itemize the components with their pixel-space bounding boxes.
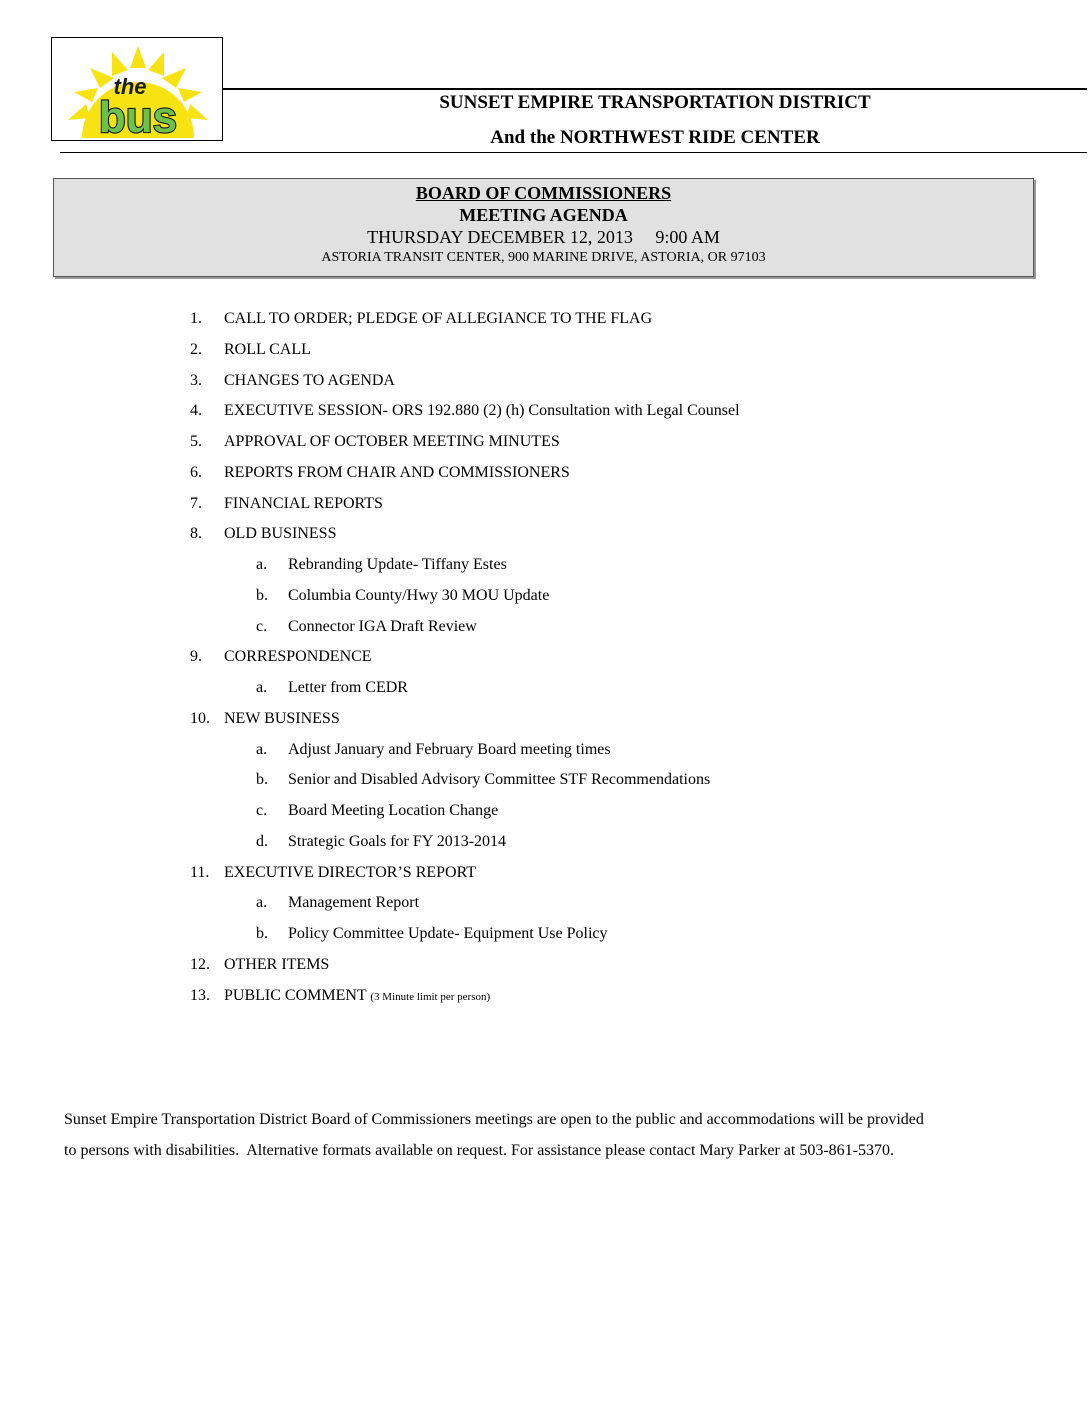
item-text: EXECUTIVE SESSION- ORS 192.880 (2) (h) Consultation with Legal Counsel <box>224 402 740 420</box>
header-rule-bottom <box>60 152 1087 153</box>
subitem-text: Senior and Disabled Advisory Committee STF Recommendations <box>288 771 711 789</box>
agenda-items-list <box>0 308 1088 1015</box>
subitem-letter: b. <box>256 925 268 942</box>
item-text: ROLL CALL <box>224 340 311 358</box>
subitem-text: Connector IGA Draft Review <box>288 617 477 635</box>
meeting-date-time: THURSDAY DECEMBER 12, 2013 9:00 AM <box>367 227 720 247</box>
item-number: 9. <box>190 648 202 666</box>
item-text: APPROVAL OF OCTOBER MEETING MINUTES <box>224 433 560 450</box>
item-number: 2. <box>190 340 202 358</box>
org-name-line1: SUNSET EMPIRE TRANSPORTATION DISTRICT <box>439 92 871 113</box>
accessibility-notice <box>64 1104 1064 1166</box>
agenda-header-box <box>53 178 1034 277</box>
notice-line1: Sunset Empire Transportation District Board of Commissioners meetings are open to the public and accommodations will be provided <box>64 1111 924 1128</box>
subitem-text: Board Meeting Location Change <box>288 802 499 819</box>
agenda-item <box>0 862 1088 893</box>
org-name-line2: And the NORTHWEST RIDE CENTER <box>490 127 820 148</box>
item-text: OLD BUSINESS <box>224 525 337 543</box>
header-rule-top <box>223 88 1087 90</box>
item-text: FINANCIAL REPORTS <box>224 494 383 512</box>
subitem-text: Management Report <box>288 894 420 912</box>
item-text: NEW BUSINESS <box>224 709 340 727</box>
agenda-item <box>0 431 1088 462</box>
agenda-item <box>0 308 1088 339</box>
subitem-letter: d. <box>256 832 268 850</box>
agenda-item <box>0 493 1088 524</box>
agenda-item <box>0 339 1088 370</box>
subitem-letter: a. <box>256 894 268 912</box>
item-text: REPORTS FROM CHAIR AND COMMISSIONERS <box>224 463 570 481</box>
item-note: (3 Minute limit per person) <box>370 990 491 1003</box>
agenda-item <box>0 523 1088 554</box>
item-number: 13. <box>190 986 210 1004</box>
agenda-item <box>0 462 1088 493</box>
item-number: 5. <box>190 433 202 450</box>
agenda-subitem <box>0 831 1088 862</box>
item-text: CORRESPONDENCE <box>224 648 372 666</box>
agenda-item <box>0 400 1088 431</box>
item-number: 7. <box>190 494 202 512</box>
agenda-subitem <box>0 554 1088 585</box>
subitem-text: Strategic Goals for FY 2013-2014 <box>288 832 507 850</box>
item-number: 3. <box>190 371 202 389</box>
meeting-location: ASTORIA TRANSIT CENTER, 900 MARINE DRIVE, ASTORIA, OR 97103 <box>321 250 766 265</box>
item-number: 10. <box>190 709 210 727</box>
item-number: 12. <box>190 955 210 973</box>
agenda-subitem <box>0 585 1088 616</box>
subitem-letter: c. <box>256 802 268 819</box>
agenda-item <box>0 708 1088 739</box>
subitem-letter: b. <box>256 771 268 789</box>
agenda-item <box>0 954 1088 985</box>
subitem-letter: c. <box>256 617 268 635</box>
agenda-subitem <box>0 677 1088 708</box>
agenda-subitem <box>0 769 1088 800</box>
logo-word-the: the <box>113 74 147 99</box>
item-text: CHANGES TO AGENDA <box>224 371 395 389</box>
agenda-subtitle: MEETING AGENDA <box>459 205 628 225</box>
agenda-item <box>0 985 1088 1016</box>
item-number: 11. <box>190 863 210 881</box>
subitem-text: Columbia County/Hwy 30 MOU Update <box>288 586 550 604</box>
item-text: CALL TO ORDER; PLEDGE OF ALLEGIANCE TO THE FLAG <box>224 310 653 327</box>
item-text-wrap <box>224 985 490 1008</box>
agenda-subitem <box>0 739 1088 770</box>
agenda-item <box>0 646 1088 677</box>
logo-word-bus: bus <box>98 93 178 138</box>
subitem-letter: a. <box>256 679 268 696</box>
agenda-subitem <box>0 800 1088 831</box>
item-text: PUBLIC COMMENT <box>224 986 367 1004</box>
subitem-text: Policy Committee Update- Equipment Use Policy <box>288 925 608 942</box>
subitem-text: Adjust January and February Board meeting times <box>288 740 611 758</box>
bus-sun-logo <box>60 42 216 138</box>
logo-box <box>51 37 223 141</box>
subitem-letter: a. <box>256 740 268 758</box>
agenda-item <box>0 370 1088 401</box>
agenda-subitem <box>0 616 1088 647</box>
subitem-letter: a. <box>256 556 268 573</box>
item-number: 4. <box>190 402 202 420</box>
subitem-text: Letter from CEDR <box>288 679 408 696</box>
item-number: 1. <box>190 310 202 327</box>
board-title: BOARD OF COMMISSIONERS <box>415 183 672 203</box>
subitem-text: Rebranding Update- Tiffany Estes <box>288 556 507 573</box>
item-text: OTHER ITEMS <box>224 955 330 973</box>
subitem-letter: b. <box>256 586 268 604</box>
item-text: EXECUTIVE DIRECTOR’S REPORT <box>224 863 477 881</box>
item-number: 6. <box>190 463 202 481</box>
notice-line2: to persons with disabilities. Alternative formats available on request. For assistance please contact Mary Parker at 503-861-5370. <box>64 1142 894 1159</box>
agenda-subitem <box>0 892 1088 923</box>
agenda-subitem <box>0 923 1088 954</box>
item-number: 8. <box>190 525 202 543</box>
